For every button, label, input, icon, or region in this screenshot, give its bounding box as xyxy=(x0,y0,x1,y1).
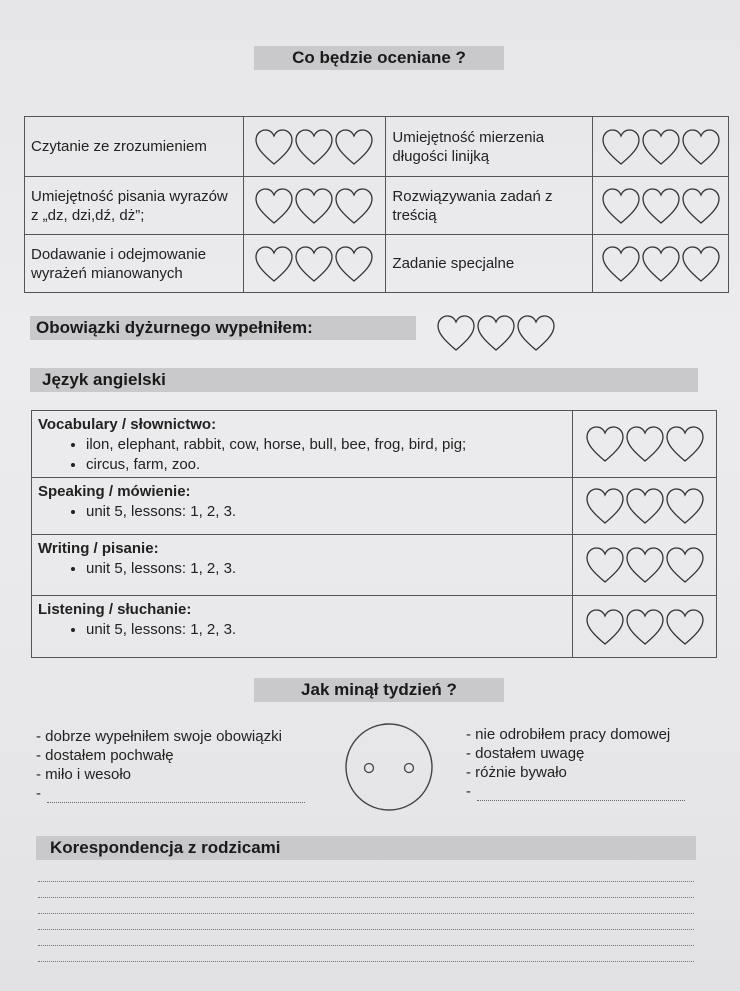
hearts-cell[interactable] xyxy=(593,117,729,177)
section-heading: Speaking / mówienie: xyxy=(38,483,191,500)
heart-outline-icon xyxy=(478,316,514,350)
heart-outline-icon xyxy=(627,427,663,461)
heart-outline-icon xyxy=(667,427,703,461)
section-heading: Writing / pisanie: xyxy=(38,540,159,557)
writing-line[interactable] xyxy=(38,930,694,946)
week-option: - nie odrobiłem pracy domowej xyxy=(466,726,671,743)
english-section xyxy=(32,596,573,658)
hearts-cell[interactable] xyxy=(573,411,717,478)
grade-item-left: Umiejętność pisania wyrazów z „dz, dzi,dź, dż”; xyxy=(25,177,244,235)
english-section xyxy=(32,411,573,478)
week-option: - dobrze wypełniłem swoje obowiązki xyxy=(36,728,282,745)
english-title: Język angielski xyxy=(42,370,166,389)
heart-outline-icon xyxy=(667,610,703,644)
week-option: - różnie bywało xyxy=(466,764,567,781)
page-title: Co będzie oceniane ? xyxy=(292,48,466,67)
heart-outline-icon xyxy=(438,316,474,350)
heart-outline-icon xyxy=(256,247,292,281)
correspondence-band xyxy=(36,836,696,860)
week-title: Jak minął tydzień ? xyxy=(301,680,457,699)
heart-outline-icon xyxy=(336,130,372,164)
heart-outline-icon xyxy=(256,130,292,164)
grade-item-right: Zadanie specjalne xyxy=(386,235,593,293)
hearts-cell[interactable] xyxy=(573,535,717,596)
heart-outline-icon xyxy=(667,548,703,582)
duty-label: Obowiązki dyżurnego wypełniłem: xyxy=(36,318,313,337)
correspondence-title: Korespondencja z rodzicami xyxy=(50,838,281,857)
week-option: - miło i wesoło xyxy=(36,766,132,783)
section-heading: Listening / słuchanie: xyxy=(38,601,192,618)
grade-item-right: Rozwiązywania zadań z treścią xyxy=(386,177,593,235)
heart-outline-icon xyxy=(627,548,663,582)
heart-outline-icon xyxy=(587,548,623,582)
section-item: • ilon, elephant, rabbit, cow, horse, bull, bee, frog, bird, pig; xyxy=(86,435,566,455)
writing-line[interactable] xyxy=(38,898,694,914)
section-item: • unit 5, lessons: 1, 2, 3. xyxy=(86,620,566,640)
heart-outline-icon xyxy=(296,247,332,281)
heart-outline-icon xyxy=(643,247,679,281)
correspondence-lines[interactable] xyxy=(38,866,694,962)
writing-line[interactable] xyxy=(38,914,694,930)
heart-outline-icon xyxy=(336,247,372,281)
writing-line[interactable] xyxy=(38,946,694,962)
hearts-cell[interactable] xyxy=(243,235,386,293)
heart-outline-icon xyxy=(667,489,703,523)
heart-outline-icon xyxy=(627,610,663,644)
heart-outline-icon xyxy=(296,130,332,164)
hearts-cell[interactable] xyxy=(243,177,386,235)
heart-outline-icon xyxy=(643,189,679,223)
heart-outline-icon xyxy=(587,489,623,523)
grade-item-left: Czytanie ze zrozumieniem xyxy=(25,117,244,177)
heart-outline-icon xyxy=(683,247,719,281)
english-section xyxy=(32,535,573,596)
week-right-list xyxy=(466,725,685,801)
english-section xyxy=(32,478,573,535)
heart-outline-icon xyxy=(603,189,639,223)
section-heading: Vocabulary / słownictwo: xyxy=(38,416,217,433)
duty-band xyxy=(30,316,416,340)
week-option: - dostałem pochwałę xyxy=(36,747,174,764)
week-left-list xyxy=(36,727,305,803)
hearts-cell[interactable] xyxy=(243,117,386,177)
heart-outline-icon xyxy=(683,189,719,223)
week-blank-line[interactable]: - xyxy=(36,784,305,803)
page-title-band xyxy=(254,46,504,70)
heart-outline-icon xyxy=(256,189,292,223)
hearts-cell[interactable] xyxy=(573,596,717,658)
grading-table xyxy=(24,116,729,293)
heart-outline-icon xyxy=(587,610,623,644)
section-item: • unit 5, lessons: 1, 2, 3. xyxy=(86,559,566,579)
heart-outline-icon xyxy=(336,189,372,223)
english-band xyxy=(30,368,698,392)
section-item: • unit 5, lessons: 1, 2, 3. xyxy=(86,502,566,522)
english-table xyxy=(31,410,717,658)
writing-line[interactable] xyxy=(38,866,694,882)
blank-face-icon xyxy=(344,722,434,812)
week-band xyxy=(254,678,504,702)
grade-item-left: Dodawanie i odejmowanie wyrażeń mianowanych xyxy=(25,235,244,293)
section-item: • circus, farm, zoo. xyxy=(86,455,566,475)
heart-outline-icon xyxy=(683,130,719,164)
week-blank-line[interactable]: - xyxy=(466,782,685,801)
hearts-cell[interactable] xyxy=(593,177,729,235)
heart-outline-icon xyxy=(627,489,663,523)
duty-hearts[interactable] xyxy=(432,310,560,356)
hearts-cell[interactable] xyxy=(573,478,717,535)
heart-outline-icon xyxy=(643,130,679,164)
heart-outline-icon xyxy=(603,130,639,164)
hearts-cell[interactable] xyxy=(593,235,729,293)
heart-outline-icon xyxy=(518,316,554,350)
heart-outline-icon xyxy=(603,247,639,281)
grade-item-right: Umiejętność mierzenia długości linijką xyxy=(386,117,593,177)
week-option: - dostałem uwagę xyxy=(466,745,585,762)
writing-line[interactable] xyxy=(38,882,694,898)
heart-outline-icon xyxy=(587,427,623,461)
heart-outline-icon xyxy=(296,189,332,223)
